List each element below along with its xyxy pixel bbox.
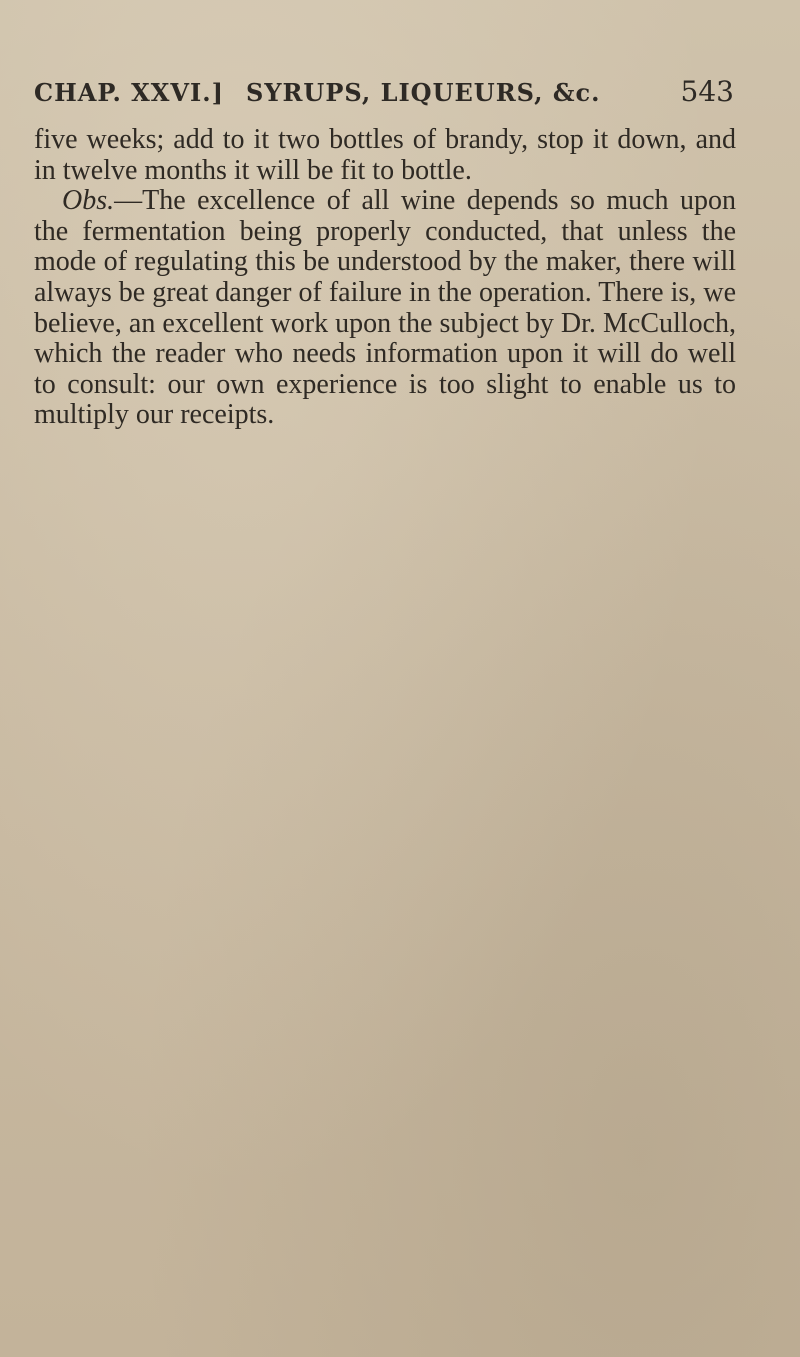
paragraph-continuation (34, 125, 736, 186)
page-number: 543 (680, 75, 734, 108)
chapter-label: CHAP. XXVI.] (34, 78, 224, 107)
obs-label: Obs. (62, 185, 115, 217)
running-header (34, 75, 734, 118)
running-title: SYRUPS, LIQUEURS, &c. (246, 78, 601, 107)
paragraph-text: —The excellence of all wine depends so much upon the fermentation being properly conducted, that unless the mode of regulating this be understood by the maker, there will always be great danger of failure in the operation. There is, we believe, an excellent work upon the subject by Dr. McCulloch, which the reader who needs information upon it will do well to consult: our own experience is too slight to enable us to multiply our receipts. (34, 185, 736, 431)
paragraph-text: five weeks; add to it two bottles of brandy, stop it down, and in twelve months it will be fit to bottle. (34, 124, 736, 186)
body-text (34, 125, 736, 431)
paragraph-observation (34, 186, 736, 431)
